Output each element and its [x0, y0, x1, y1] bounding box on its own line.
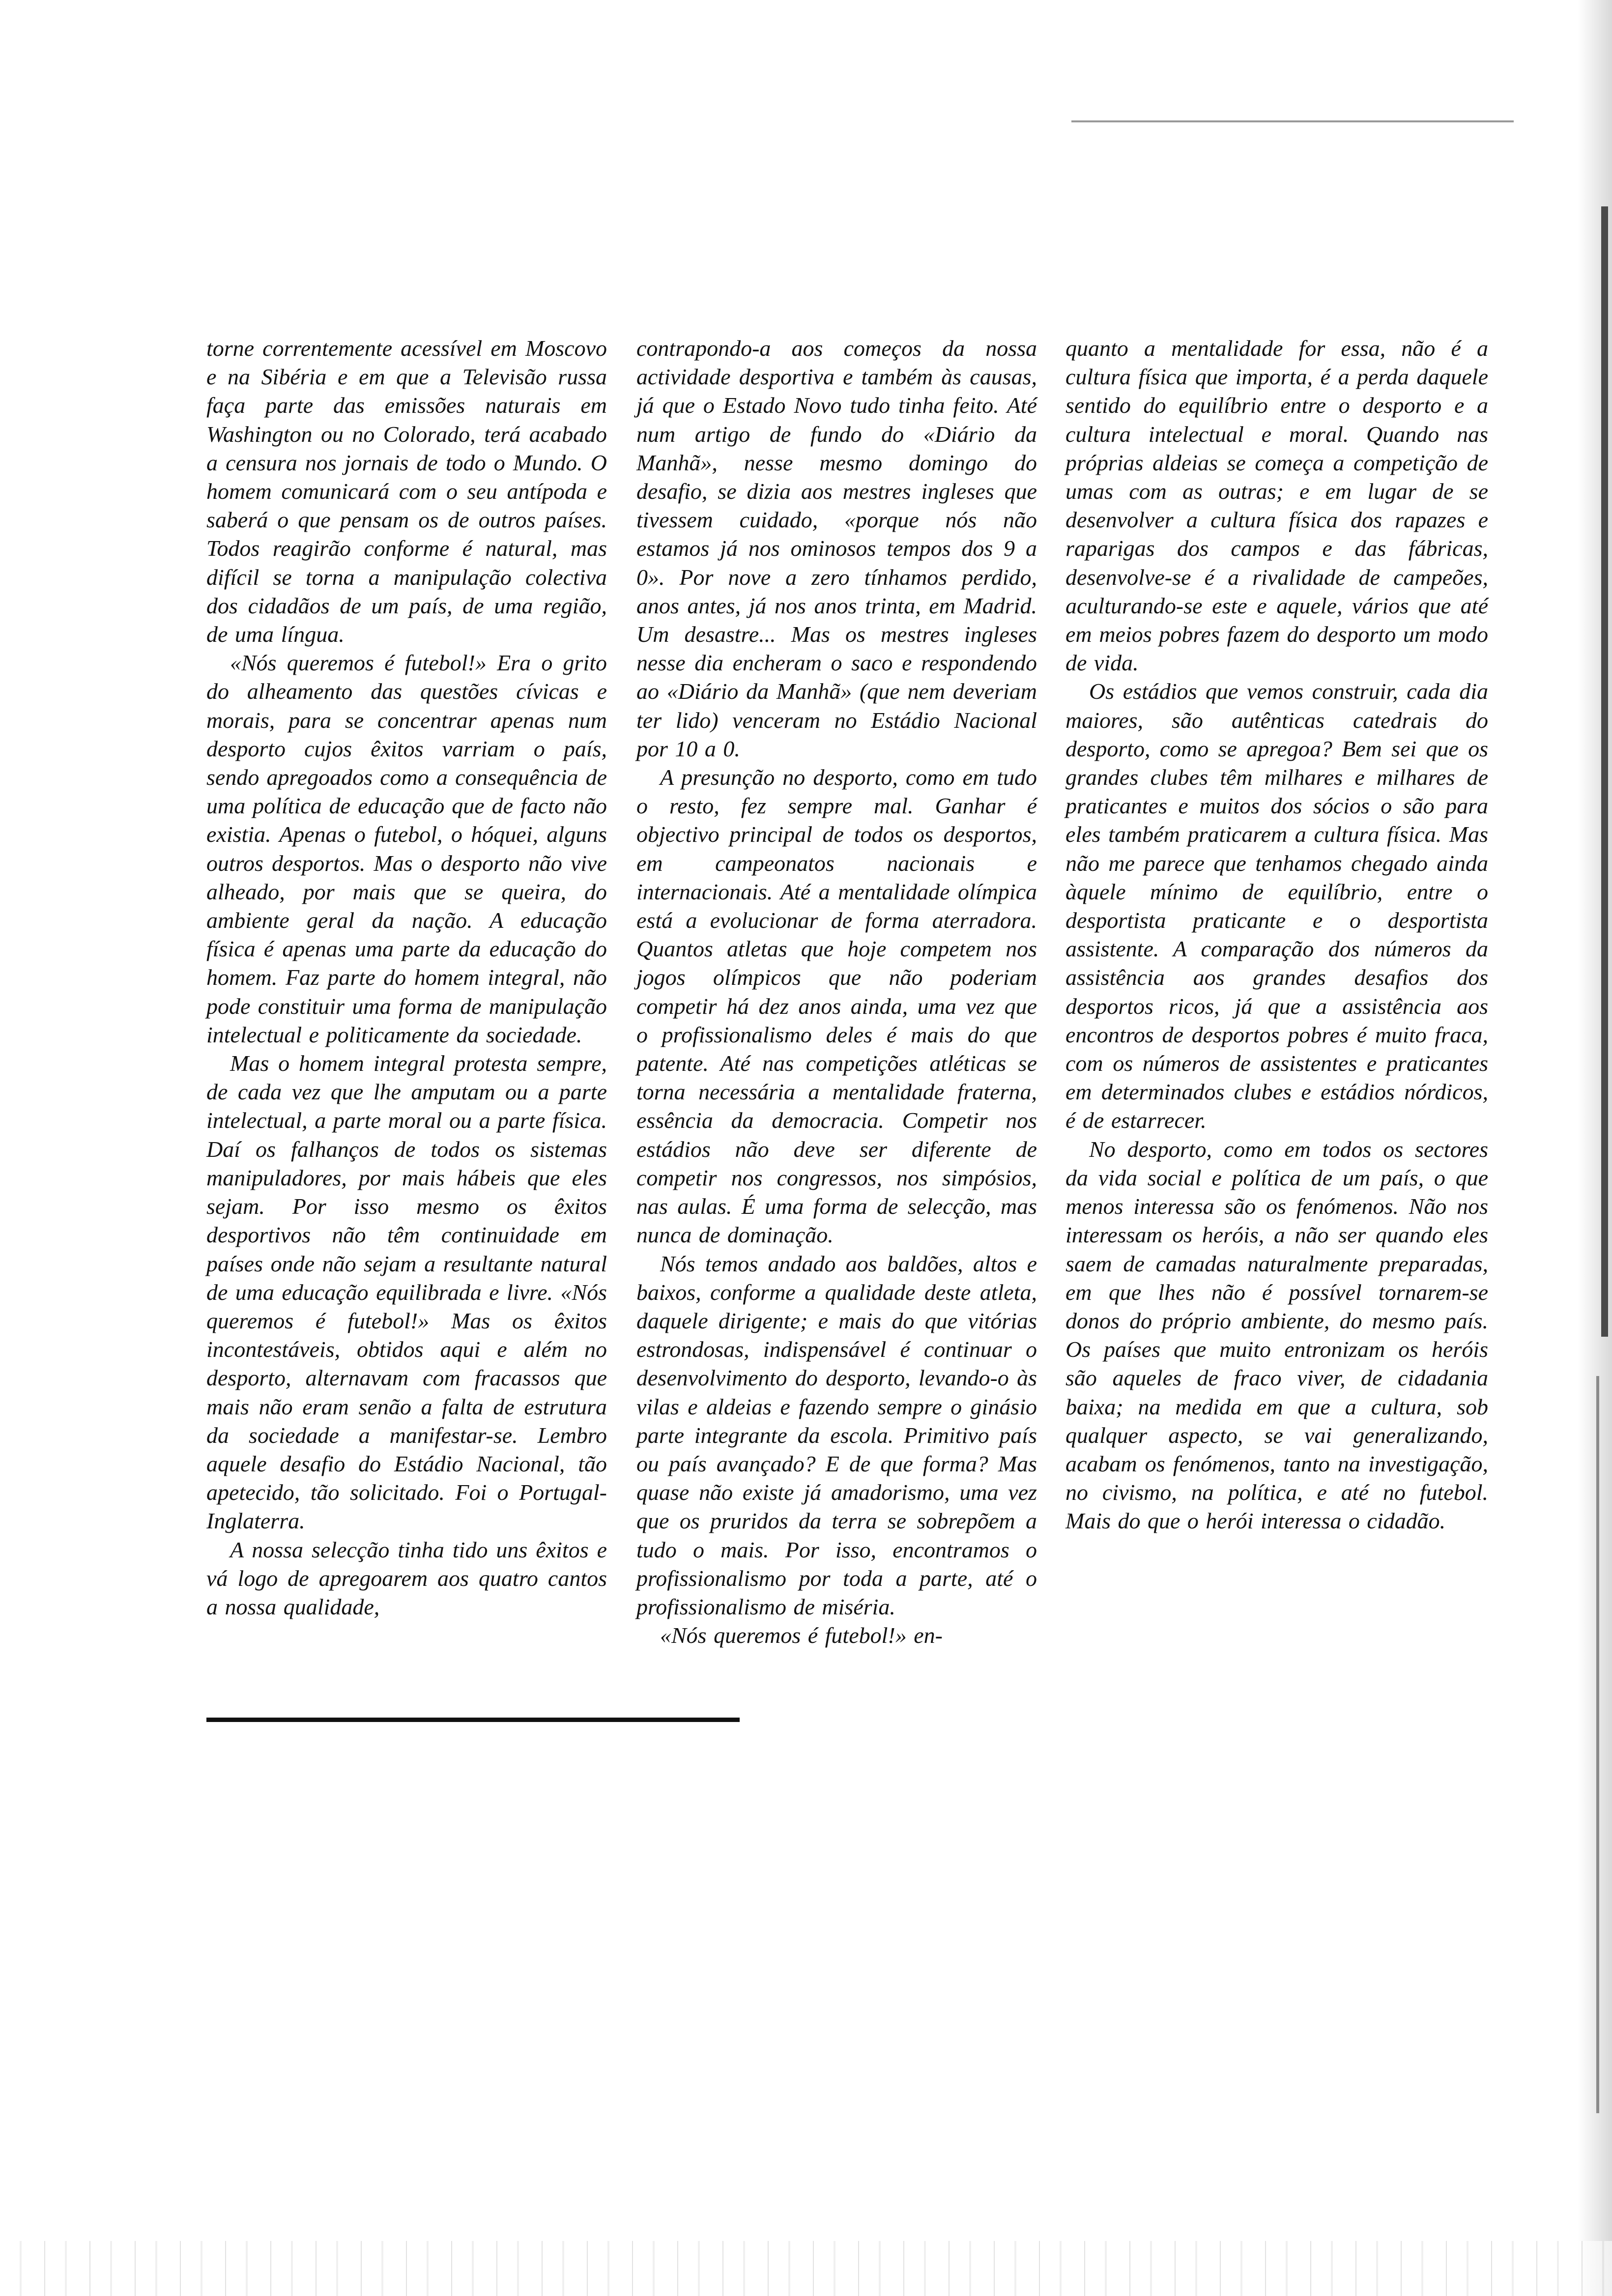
paragraph: quanto a mentalidade for essa, não é a cultura física que importa, é a perda daquele sentido do equilíbrio entre o desporto e a cultura intelectual e moral. Quando nas próprias aldeias se começa a competição de umas com as outras; e em lugar de se desenvolver a cultura física dos rapazes e raparigas dos campos e das fábricas, desenvolve-se é a rivalidade de campeões, aculturando-se este e aquele, vários que até em meios pobres fazem do desporto um modo de vida.: [1065, 336, 1488, 676]
paragraph: A presunção no desporto, como em tudo o resto, fez sempre mal. Ganhar é objectivo principal de todos os desportos, em campeonatos nacionais e internacionais. Até a mentalidade olímpica está a evolucionar de forma aterradora. Quantos atletas que hoje competem nos jogos olímpicos que não poderiam competir há dez anos ainda, uma vez que o profissionalismo deles é mais do que patente. Até nas competições atléticas se torna necessária a mentalidade fraterna, essência da democracia. Competir nos estádios não deve ser diferente de competir nos congressos, nos simpósios, nas aulas. É uma forma de selecção, mas nunca de dominação.: [636, 765, 1037, 1248]
article-column-2: [636, 334, 1037, 1650]
paragraph: «Nós queremos é futebol!» en-: [660, 1623, 943, 1648]
article-column-3: [1065, 334, 1488, 1536]
article-column-1: [206, 334, 607, 1621]
paragraph: torne correntemente acessível em Moscovo e na Sibéria e em que a Televisão russa faça parte das emissões naturais em Washington ou no Colorado, terá acabado a censura nos jornais de todo o Mundo. O homem comunicará com o seu antípoda e saberá o que pensam os de outros países. Todos reagirão conforme é natural, mas difícil se torna a manipulação colectiva dos cidadãos de um país, de uma região, de uma língua.: [206, 336, 607, 647]
paragraph: contrapondo-a aos começos da nossa actividade desportiva e também às causas, já que o Estado Novo tudo tinha feito. Até num artigo de fundo do «Diário da Manhã», nesse mesmo domingo do desafio, se dizia aos mestres ingleses que tivessem cuidado, «porque nós não estamos já nos ominosos tempos dos 9 a 0». Por nove a zero tínhamos perdido, anos antes, já nos anos trinta, em Madrid. Um desastre... Mas os mestres ingleses nesse dia encheram o saco e respondendo ao «Diário da Manhã» (que nem deveriam ter lido) venceram no Estádio Nacional por 10 a 0.: [636, 336, 1037, 761]
column-end-rule: [206, 1718, 740, 1722]
paragraph: No desporto, como em todos os sectores da vida social e política de um país, o que menos interessa são os fenómenos. Não nos interessam os heróis, a não ser quando eles saem de camadas naturalmente preparadas, em que lhes não é possível tornarem-se donos do próprio ambiente, do mesmo país. Os países que muito entronizam os heróis são aqueles de fraco viver, de cidadania baixa; na medida em que a cultura, sob qualquer aspecto, se vai generalizando, acabam os fenómenos, tanto na investigação, no civismo, na política, e até no futebol. Mais do que o herói interessa o cidadão.: [1065, 1136, 1488, 1534]
scan-bottom-noise: [0, 2241, 1612, 2296]
paragraph: Os estádios que vemos construir, cada dia maiores, são autênticas catedrais do desporto, como se apregoa? Bem sei que os grandes clubes têm milhares e milhares de praticantes e muitos dos sócios o são para eles também praticarem a cultura física. Mas não me parece que tenhamos chegado ainda àquele mínimo de equilíbrio, entre o desportista praticante e o desportista assistente. A comparação dos números da assistência aos grandes desafios dos desportos ricos, já que a assistência aos encontros de desportos pobres é muito fraca, com os números de assistentes e praticantes em determinados clubes e estádios nórdicos, é de estarrecer.: [1065, 679, 1488, 1133]
scan-binding-shadow: [1601, 206, 1608, 1337]
paragraph: Nós temos andado aos baldões, altos e baixos, conforme a qualidade deste atleta, daquele dirigente; e mais do que vitórias estrondosas, indispensável é continuar o desenvolvimento do desporto, levando-o às vilas e aldeias e fazendo sempre o ginásio parte integrante da escola. Primitivo país ou país avançado? E de que forma? Mas quase não existe já amadorismo, uma vez que os pruridos da terra se sobrepõem a tudo o mais. Por isso, encontramos o profissionalismo por toda a parte, até o profissionalismo de miséria.: [636, 1251, 1037, 1619]
paragraph: Mas o homem integral protesta sempre, de cada vez que lhe amputam ou a parte intelectual, a parte moral ou a parte física. Daí os falhanços de todos os sistemas manipuladores, por mais hábeis que eles sejam. Por isso mesmo os êxitos desportivos não têm continuidade em países onde não sejam a resultante natural de uma educação equilibrada e livre. «Nós queremos é futebol!» Mas os êxitos incontestáveis, obtidos aqui e além no desporto, alternavam com fracassos que mais não eram senão a falta de estrutura da sociedade a manifestar-se. Lembro aquele desafio do Estádio Nacional, tão apetecido, tão solicitado. Foi o Portugal-Inglaterra.: [206, 1051, 607, 1534]
scan-top-rule: [1071, 120, 1514, 122]
scan-binding-shadow-lower: [1596, 1376, 1599, 2113]
paragraph: «Nós queremos é futebol!» Era o grito do alheamento das questões cívicas e morais, para se concentrar apenas num desporto cujos êxitos varriam o país, sendo apregoados como a consequência de uma política de educação que de facto não existia. Apenas o futebol, o hóquei, alguns outros desportos. Mas o desporto não vive alheado, por mais que se queira, do ambiente geral da nação. A educação física é apenas uma parte da educação do homem. Faz parte do homem integral, não pode constituir uma forma de manipulação intelectual e politicamente da sociedade.: [206, 650, 607, 1047]
paragraph: A nossa selecção tinha tido uns êxitos e vá logo de apregoarem aos quatro cantos a nossa qualidade,: [206, 1537, 607, 1619]
